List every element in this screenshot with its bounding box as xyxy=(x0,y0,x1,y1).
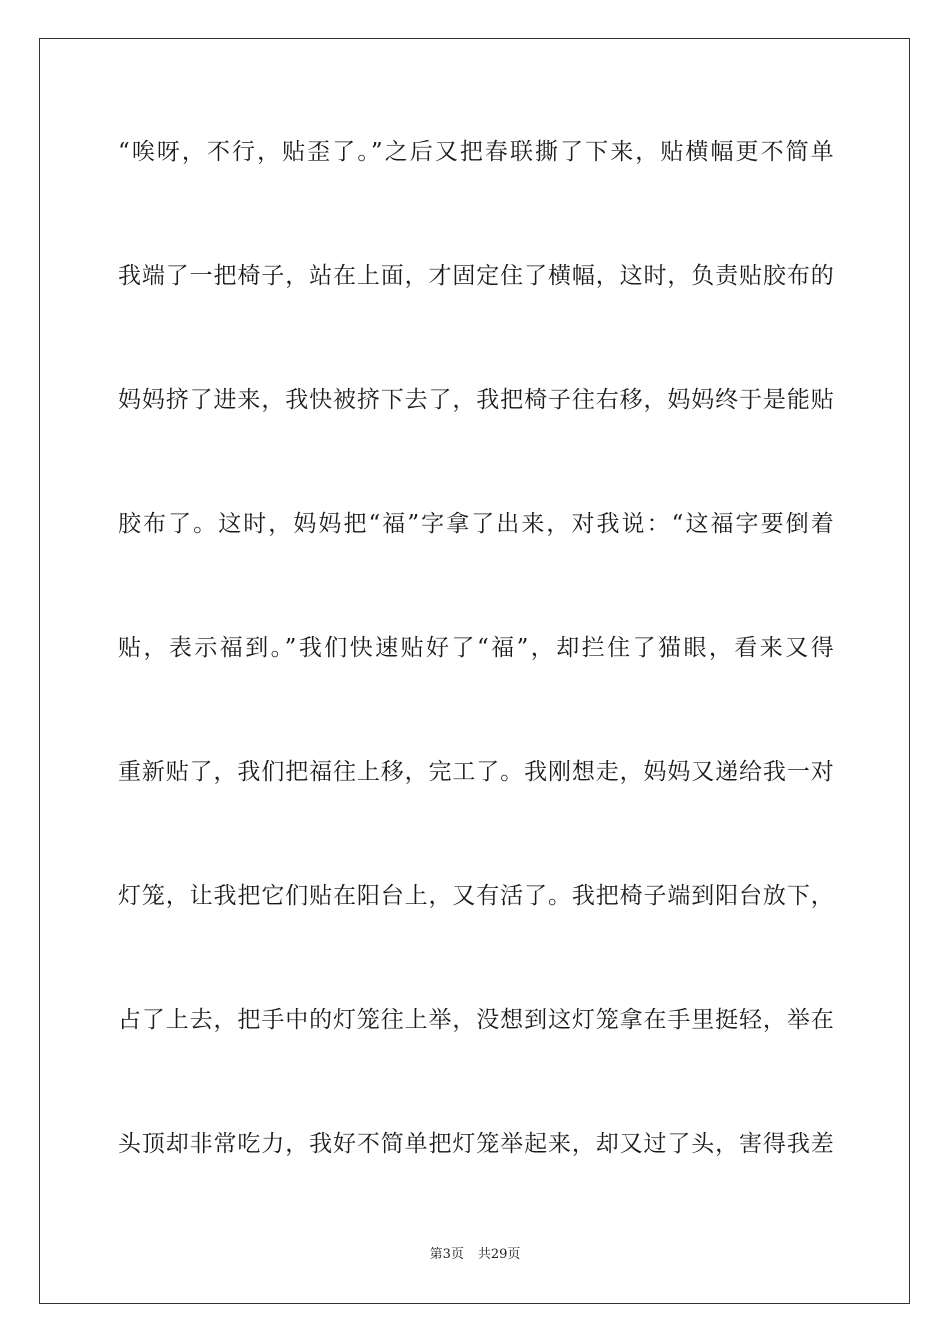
text-line: 胶布了。这时，妈妈把“福”字拿了出来，对我说：“这福字要倒着 xyxy=(118,511,834,537)
text-line: 重新贴了，我们把福往上移，完工了。我刚想走，妈妈又递给我一对 xyxy=(118,759,834,785)
page-total: 共29页 xyxy=(477,1247,521,1262)
page-number: 第3页 xyxy=(429,1247,464,1262)
text-line: 占了上去，把手中的灯笼往上举，没想到这灯笼拿在手里挺轻，举在 xyxy=(118,1007,834,1033)
text-line: 头顶却非常吃力，我好不简单把灯笼举起来，却又过了头，害得我差 xyxy=(118,1131,834,1157)
text-line: 我端了一把椅子，站在上面，才固定住了横幅，这时，负责贴胶布的 xyxy=(118,263,834,289)
page-border xyxy=(39,38,910,1304)
text-line: “唉呀，不行，贴歪了。”之后又把春联撕了下来，贴横幅更不简单 xyxy=(118,139,834,165)
page-footer xyxy=(0,1246,950,1264)
text-line: 贴，表示福到。”我们快速贴好了“福”，却拦住了猫眼，看来又得 xyxy=(118,635,834,661)
text-line: 灯笼，让我把它们贴在阳台上，又有活了。我把椅子端到阳台放下， xyxy=(118,883,834,909)
text-line: 妈妈挤了进来，我快被挤下去了，我把椅子往右移，妈妈终于是能贴 xyxy=(118,387,834,413)
